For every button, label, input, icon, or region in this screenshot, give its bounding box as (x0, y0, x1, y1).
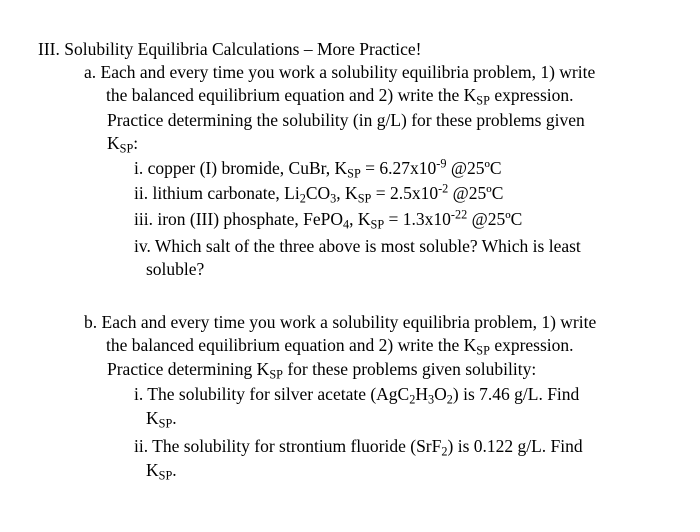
part-a-item-ii: ii. lithium carbonate, $Li_2CO_3$, $K_{SP} = 2.5x10^{-2}$ @25ºC (134, 181, 504, 206)
part-a-practice-line: Practice determining the solubility (in g/L) for these problems given (107, 110, 585, 130)
part-a-item-iii: iii. iron (III) phosphate, FePO$_4$, $K_{SP} = 1.3x10^{-22}$ @25ºC (134, 207, 523, 232)
part-b-intro-line-2: the balanced equilibrium equation and 2) write the $K_{SP}$ expression. (106, 335, 574, 358)
part-a-item-i: i. copper (I) bromide, CuBr, $K_{SP} = 6.27x10^{-9}$ @25ºC (134, 156, 502, 181)
part-b-intro-line-1: b. Each and every time you work a solubility equilibria problem, 1) write (84, 312, 597, 332)
part-a-item-iv-line-1: iv. Which salt of the three above is most soluble? Which is least (134, 236, 581, 256)
part-b-item-i-ksp: $K_{SP}$. (146, 408, 177, 431)
part-a-intro-line-2: the balanced equilibrium equation and 2) write the $K_{SP}$ expression. (106, 85, 574, 108)
part-a-ksp-label: $K_{SP}$: (107, 133, 139, 156)
part-a-item-iv-line-2: soluble? (146, 259, 205, 279)
section-heading: III. Solubility Equilibria Calculations – More Practice! (38, 39, 422, 59)
part-b-item-i: i. The solubility for silver acetate $(AgC_2H_3O_2)$ is 7.46 g/L. Find (134, 384, 580, 407)
part-b-item-ii: ii. The solubility for strontium fluoride (SrF$_2$) is 0.122 g/L. Find (134, 436, 583, 459)
part-a-intro-line-1: a. Each and every time you work a solubility equilibria problem, 1) write (84, 62, 596, 82)
part-b-practice-line: Practice determining $K_{SP}$ for these problems given solubility: (107, 359, 537, 382)
part-b-item-ii-ksp: $K_{SP}$. (146, 460, 177, 483)
